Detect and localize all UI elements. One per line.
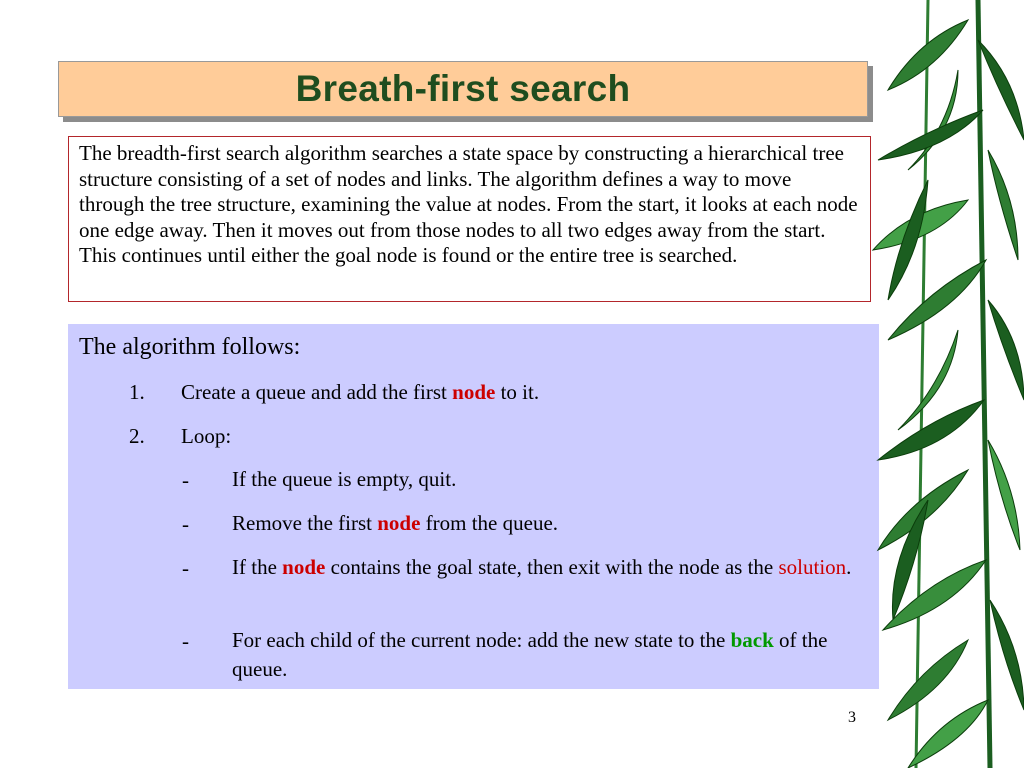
page-number: 3 — [848, 709, 856, 726]
step-1-keyword: node — [452, 380, 496, 404]
sub-3-dash: - — [182, 556, 189, 580]
sub-2-text — [232, 509, 862, 538]
sub-4-pre: For each child of the current node: add the new state to the — [232, 628, 731, 652]
sub-2-pre: Remove the first — [232, 511, 378, 535]
sub-3-keyword-solution: solution — [778, 555, 847, 579]
algorithm-panel — [68, 324, 879, 689]
algorithm-heading: The algorithm follows: — [79, 334, 301, 360]
sub-3-pre: If the — [232, 555, 283, 579]
sub-4-keyword: back — [730, 628, 774, 652]
sub-4-post: of the queue. — [232, 628, 828, 681]
sub-1-dash: - — [182, 468, 189, 492]
step-2-text: Loop: — [181, 424, 232, 448]
step-1-pre: Create a queue and add the first — [181, 380, 453, 404]
sub-1-text: If the queue is empty, quit. — [232, 467, 457, 491]
sub-4-text — [232, 626, 862, 684]
sub-2-dash: - — [182, 512, 189, 536]
sub-4-dash: - — [182, 629, 189, 653]
intro-box — [68, 136, 871, 302]
sub-2-post: from the queue. — [420, 511, 559, 535]
step-1-post: to it. — [495, 380, 540, 404]
step-1-number: 1. — [129, 380, 145, 404]
intro-paragraph: The breadth-first search algorithm searches a state space by constructing a hierarchical tree structure consisting of a set of nodes and links. The algorithm defines a way to move through the tree structure, examining the value at nodes. From the start, it looks at each node one edge away. Then it moves out from those nodes to all two edges away from the start. This continues until either the goal node is found or the entire tree is searched. — [79, 141, 858, 268]
step-1-text — [181, 380, 539, 405]
slide-title: Breath-first search — [295, 68, 631, 109]
sub-3-text — [232, 553, 862, 582]
sub-3-mid: contains the goal state, then exit with the node as the — [325, 555, 779, 579]
step-2-number: 2. — [129, 424, 145, 448]
title-banner — [58, 61, 868, 117]
sub-2-keyword: node — [377, 511, 421, 535]
sub-3-keyword: node — [282, 555, 326, 579]
sub-3-post: . — [846, 555, 852, 579]
bamboo-leaves-illustration — [868, 0, 1024, 768]
